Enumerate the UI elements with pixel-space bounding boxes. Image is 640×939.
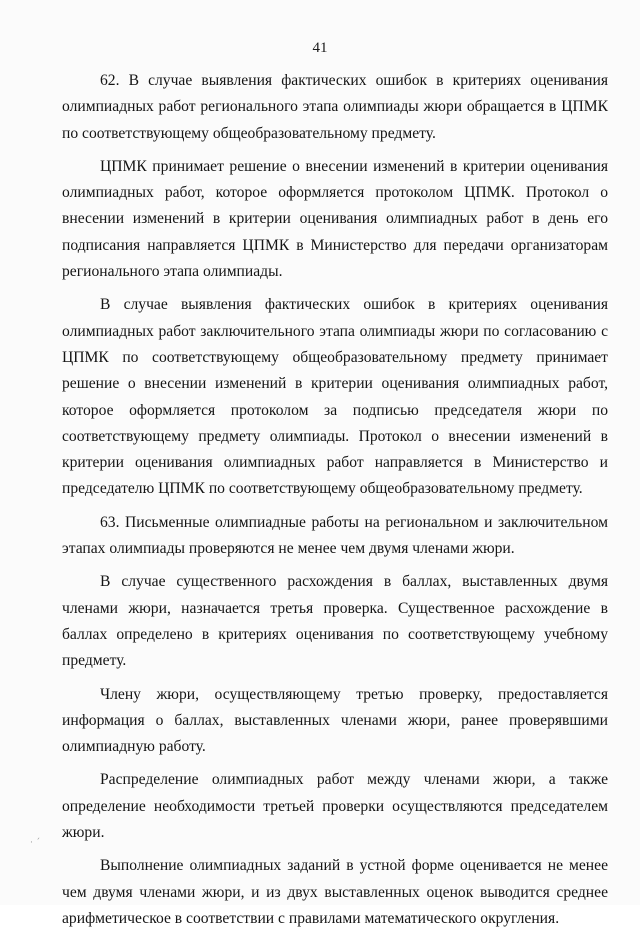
paragraph-62: 62. В случае выявления фактических ошибок в критериях оценивания олимпиадных работ регионального этапа олимпиады жюри обращается в ЦПМК по соответствующему общеобразовательному предмету. [62, 72, 608, 142]
scan-mark: · ˊ [30, 838, 41, 848]
paragraph-distribution: Распределение олимпиадных работ между членами жюри, а также определение необходимости третьей проверки осуществляются председателем жюри. [62, 771, 608, 842]
document-body [62, 68, 608, 939]
paragraph-63: 63. Письменные олимпиадные работы на региональном и заключительном этапах олимпиады проверяются не менее чем двумя членами жюри. [62, 513, 608, 558]
paragraph-third-check: Члену жюри, осуществляющему третью проверку, предоставляется информация о баллах, выставленных членами жюри, ранее проверявшими олимпиадную работу. [62, 685, 608, 756]
paragraph-cpmk-decision: ЦПМК принимает решение о внесении изменений в критерии оценивания олимпиадных работ, которое оформляется протоколом ЦПМК. Протокол о внесении изменений в критерии оценивания олимпиадных работ в день его подписания направляется ЦПМК в Министерство для передачи организаторам регионального этапа олимпиады. [62, 157, 608, 281]
paragraph-discrepancy: В случае существенного расхождения в баллах, выставленных двумя членами жюри, назначается третья проверка. Существенное расхождение в баллах определено в критериях оценивания по соответствующему учебному предмету. [62, 573, 608, 670]
paragraph-oral-form: Выполнение олимпиадных заданий в устной форме оценивается не менее чем двумя членами жюри, и из двух выставленных оценок выводится среднее арифметическое в соответствии с правилами математического округления. [62, 857, 608, 927]
page-number: 41 [312, 40, 328, 56]
paragraph-final-stage-errors: В случае выявления фактических ошибок в критериях оценивания олимпиадных работ заключительного этапа олимпиады жюри по согласованию с ЦПМК по соответствующему общеобразовательному предмету принимает решение о внесении изменений в критерии оценивания олимпиадных работ, которое оформляется протоколом за подписью председателя жюри по соответствующему предмету олимпиады. Протокол о внесении изменений в критерии оценивания олимпиадных работ направляется в Министерство и председателю ЦПМК по соответствующему общеобразовательному предмету. [62, 296, 608, 498]
